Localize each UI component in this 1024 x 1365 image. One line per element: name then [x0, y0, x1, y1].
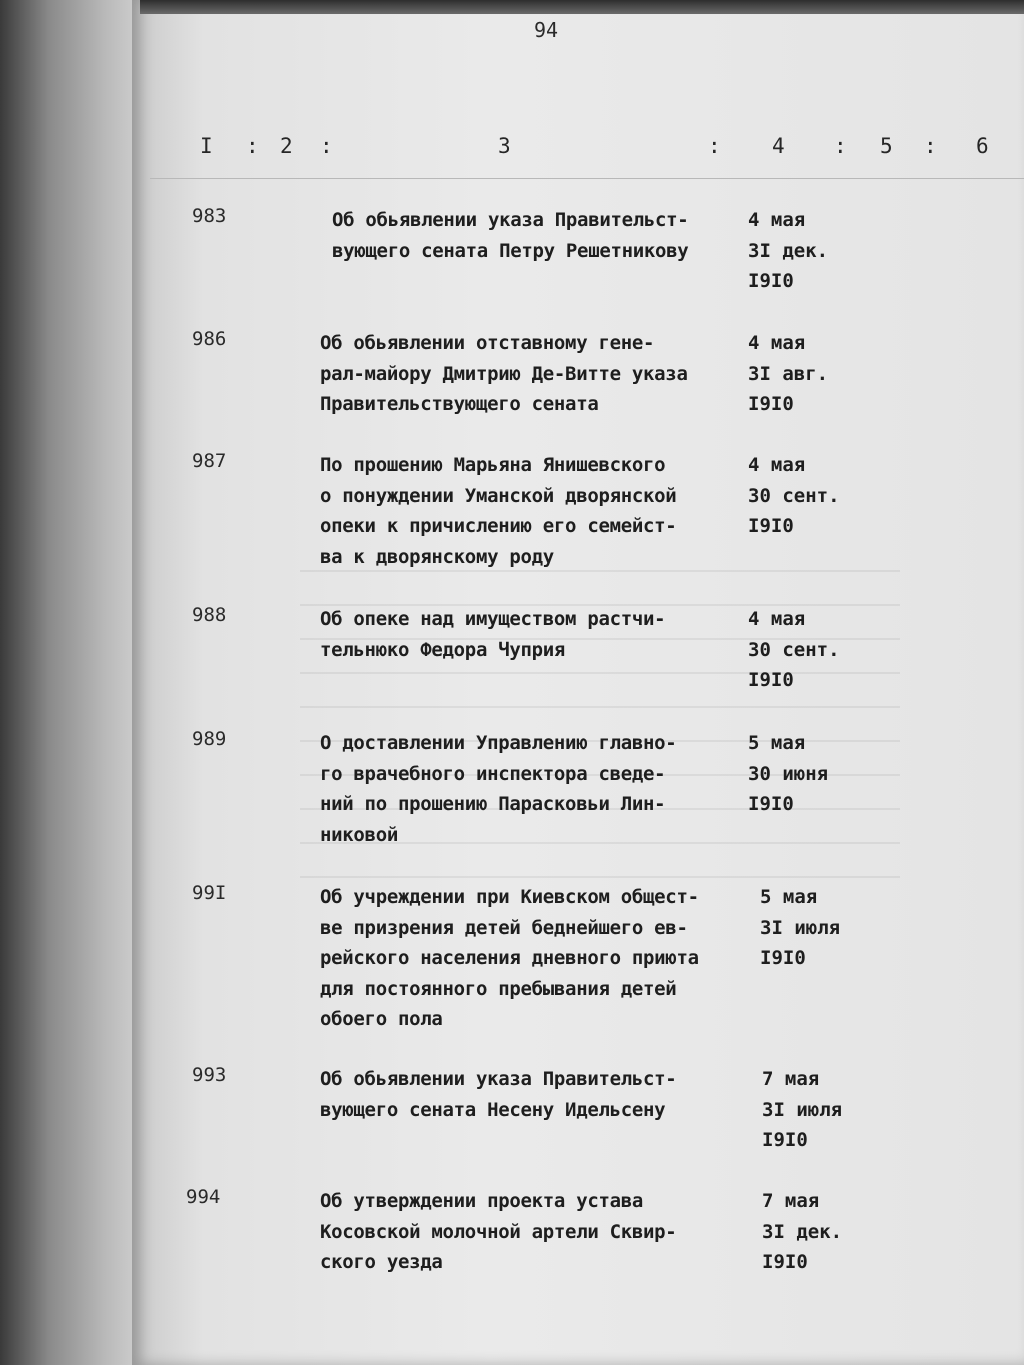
page-number: 94: [534, 18, 559, 42]
record-title: Об опеке над имуществом растчи- тельнюко Федора Чуприя: [320, 608, 666, 661]
column-separator: :: [834, 134, 847, 158]
record-title: Об утверждении проекта устава Косовской молочной артели Сквир- ского уезда: [320, 1190, 677, 1273]
column-separator: :: [320, 134, 333, 158]
record-number: 988: [192, 604, 227, 626]
column-header-row: [140, 134, 1024, 174]
column-separator: :: [924, 134, 937, 158]
record-number: 993: [192, 1064, 227, 1086]
record-number: 987: [192, 450, 227, 472]
record-dates: 5 мая 30 июня I9I0: [748, 732, 829, 815]
record-dates: 7 мая 3I июля I9I0: [762, 1068, 843, 1151]
record-dates: 4 мая 3I авг. I9I0: [748, 332, 829, 415]
column-header-1: I: [200, 134, 213, 158]
record-dates: 4 мая 3I дек. I9I0: [748, 209, 829, 292]
book-spine-shadow: [0, 0, 140, 1365]
page-top-edge: [140, 0, 1024, 14]
record-dates: 4 мая 30 сент. I9I0: [748, 454, 840, 537]
record-title: По прошению Марьяна Янишевского о понуждении Уманской дворянской опеки к причислению его семейст- ва к дворянскому роду: [320, 454, 677, 568]
record-number: 983: [192, 205, 227, 227]
column-header-6: 6: [976, 134, 989, 158]
record-number: 99I: [192, 882, 227, 904]
record-title: Об обьявлении указа Правительст- вующего сената Петру Решетникову: [332, 209, 689, 262]
record-title: О доставлении Управлению главно- го врачебного инспектора сведе- ний по прошению Парасковьи Лин- никовой: [320, 732, 677, 846]
record-title: Об учреждении при Киевском общест- ве призрения детей беднейшего ев- рейского населения дневного приюта для постоянного пребывания детей обоего пола: [320, 886, 699, 1030]
record-number: 994: [186, 1186, 221, 1208]
column-separator: :: [708, 134, 721, 158]
column-header-4: 4: [772, 134, 785, 158]
record-number: 986: [192, 328, 227, 350]
record-number: 989: [192, 728, 227, 750]
record-title: Об обьявлении указа Правительст- вующего сената Несену Идельсену: [320, 1068, 677, 1121]
column-header-5: 5: [880, 134, 893, 158]
record-dates: 7 мая 3I дек. I9I0: [762, 1190, 843, 1273]
record-dates: 4 мая 30 сент. I9I0: [748, 608, 840, 691]
column-separator: :: [246, 134, 259, 158]
record-title: Об обьявлении отставному гене- рал-майору Дмитрию Де-Витте указа Правительствующего сената: [320, 332, 688, 415]
record-dates: 5 мая 3I июля I9I0: [760, 886, 841, 969]
header-divider: [150, 178, 1024, 179]
column-header-3: 3: [498, 134, 511, 158]
column-header-2: 2: [280, 134, 293, 158]
